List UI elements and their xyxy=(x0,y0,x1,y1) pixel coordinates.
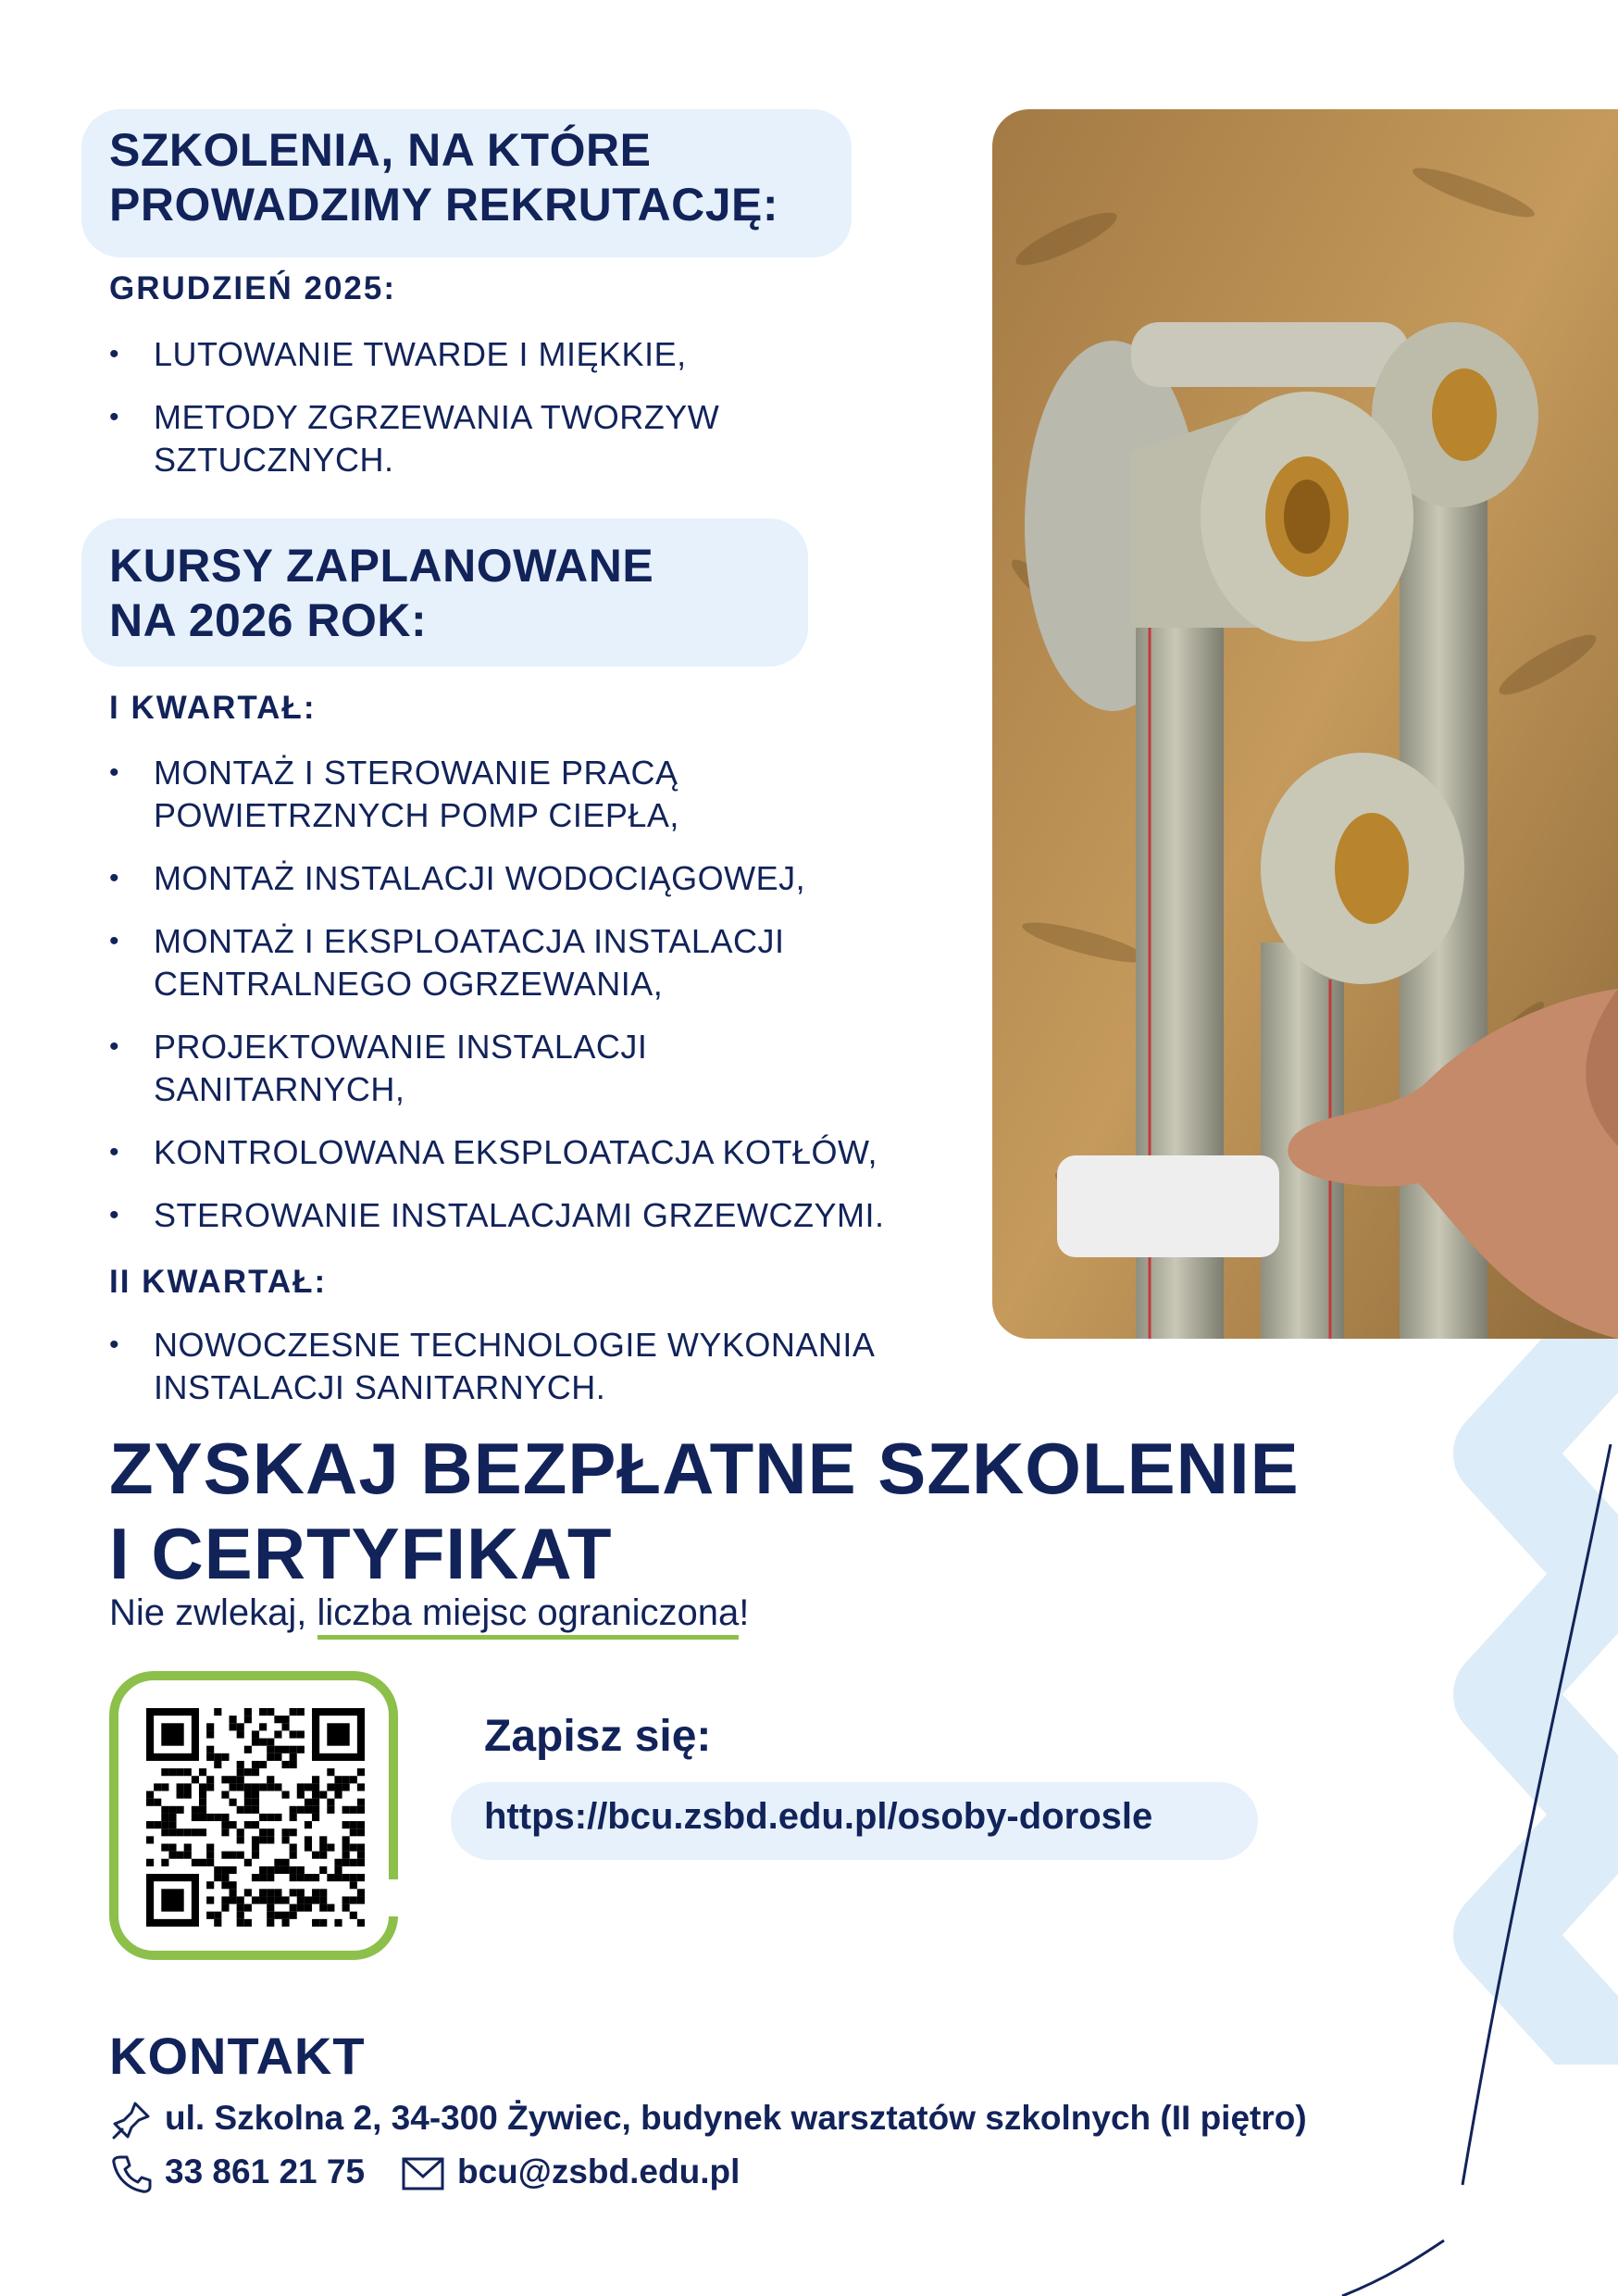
list-item: • MONTAŻ I EKSPLOATACJA INSTALACJI CENTRALNEGO OGRZEWANIA, xyxy=(109,922,785,1003)
bullet: • xyxy=(109,863,120,893)
bullet: • xyxy=(109,1200,120,1230)
list-item: • METODY ZGRZEWANIA TWORZYW SZTUCZNYCH. xyxy=(109,398,720,479)
envelope-icon xyxy=(402,2157,444,2190)
list-item: • NOWOCZESNE TECHNOLOGIE WYKONANIA INSTALACJI SANITARNYCH. xyxy=(109,1326,876,1406)
phone-icon xyxy=(111,2153,152,2194)
decorative-curve xyxy=(1314,1444,1618,2296)
list-item: • MONTAŻ INSTALACJI WODOCIĄGOWEJ, xyxy=(109,857,942,900)
subtitle-highlight: liczba miejsc ograniczona xyxy=(317,1592,740,1640)
signup-url-link[interactable]: https://bcu.zsbd.edu.pl/osoby-dorosle xyxy=(484,1796,1153,1837)
cta-headline: ZYSKAJ BEZPŁATNE SZKOLENIE I CERTYFIKAT xyxy=(109,1428,1300,1594)
section2-title-line2: NA 2026 ROK: xyxy=(109,594,428,646)
section1-list xyxy=(109,333,905,481)
bullet: • xyxy=(109,1137,120,1167)
list-item: • STEROWANIE INSTALACJAMI GRZEWCZYMI. xyxy=(109,1194,942,1237)
bullet: • xyxy=(109,926,120,956)
bullet: • xyxy=(109,757,120,788)
bullet: • xyxy=(109,1329,120,1360)
map-pin-icon xyxy=(111,2100,152,2140)
list-item: • KONTROLOWANA EKSPLOATACJA KOTŁÓW, xyxy=(109,1131,942,1174)
section1-title-line2: PROWADZIMY REKRUTACJĘ: xyxy=(109,179,779,231)
section1-period: GRUDZIEŃ 2025: xyxy=(109,270,397,306)
cta-subtitle: Nie zwlekaj, liczba miejsc ograniczona! xyxy=(109,1592,749,1634)
q1-list xyxy=(109,752,942,1237)
q2-list xyxy=(109,1324,942,1409)
bullet: • xyxy=(109,339,120,369)
list-item: • LUTOWANIE TWARDE I MIĘKKIE, xyxy=(109,333,905,376)
contact-phone: 33 861 21 75 xyxy=(165,2152,366,2190)
qr-code[interactable] xyxy=(146,1708,365,1927)
contact-email[interactable]: bcu@zsbd.edu.pl xyxy=(457,2152,741,2190)
q2-label: II KWARTAŁ: xyxy=(109,1264,328,1300)
contact-address: ul. Szkolna 2, 34-300 Żywiec, budynek warsztatów szkolnych (II piętro) xyxy=(165,2099,1307,2137)
contact-heading: KONTAKT xyxy=(109,2027,366,2085)
photo-pipes xyxy=(992,109,1618,1339)
qr-frame-gap xyxy=(389,1879,402,1916)
list-item: • PROJEKTOWANIE INSTALACJI SANITARNYCH, xyxy=(109,1028,648,1108)
q1-label: I KWARTAŁ: xyxy=(109,690,317,726)
bullet: • xyxy=(109,1031,120,1062)
section1-title-line1: SZKOLENIA, NA KTÓRE xyxy=(109,124,652,176)
signup-label: Zapisz się: xyxy=(484,1712,712,1761)
bullet: • xyxy=(109,402,120,432)
list-item: • MONTAŻ I STEROWANIE PRACĄ POWIETRZNYCH POMP CIEPŁA, xyxy=(109,754,679,834)
section2-title-line1: KURSY ZAPLANOWANE xyxy=(109,540,654,592)
